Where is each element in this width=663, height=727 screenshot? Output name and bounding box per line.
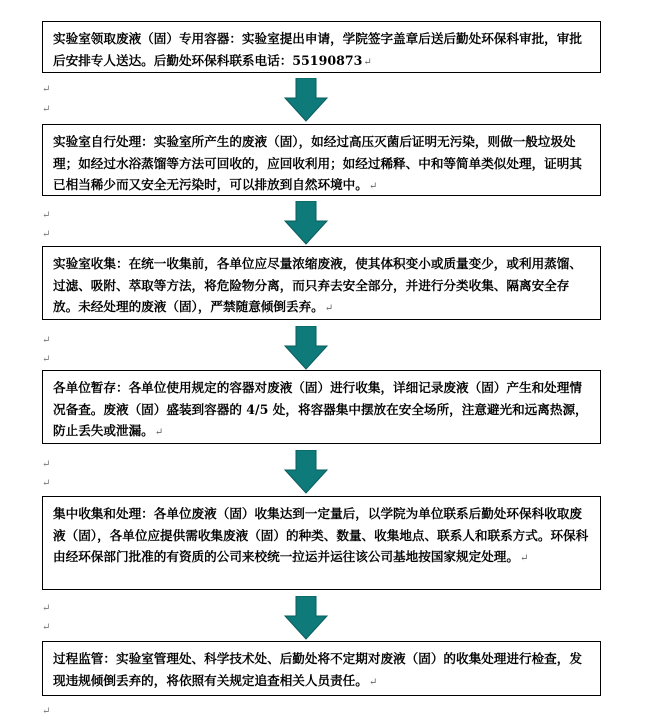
flow-step-3-text: 实验室收集：在统一收集前，各单位应尽量浓缩废液，使其体积变小或质量变少，或利用蒸馏、过滤、吸附、萃取等方法，将危险物分离，而只弃去安全部分，并进行分类收集、隔离安全存放。未经处理的废液（固），严禁随意倾倒丢弃。 xyxy=(53,256,582,314)
flow-step-4 xyxy=(42,370,601,444)
flow-step-5 xyxy=(42,496,601,590)
flow-step-4-text: 各单位暂存：各单位使用规定的容器对废液（固）进行收集，详细记录废液（固）产生和处理情况备查。废液（固）盛装到容器的 4/5 处，将容器集中摆放在安全场所，注意避光和远离热源，防止丢失或泄漏。 xyxy=(53,380,588,438)
paragraph-mark: ↵ xyxy=(42,354,51,365)
flow-step-6-text: 过程监管：实验室管理处、科学技术处、后勤处将不定期对废液（固）的收集处理进行检查，发现违规倾倒丢弃的，将依照有关规定追查相关人员责任。 xyxy=(53,651,582,688)
paragraph-mark: ↵ xyxy=(42,229,51,240)
down-arrow-icon xyxy=(284,596,328,640)
flow-step-3 xyxy=(42,246,601,320)
down-arrow-icon xyxy=(284,201,328,245)
flow-step-2 xyxy=(42,124,601,196)
paragraph-mark: ↵ xyxy=(363,56,372,68)
paragraph-mark: ↵ xyxy=(42,335,51,346)
paragraph-mark: ↵ xyxy=(42,210,51,221)
paragraph-mark: ↵ xyxy=(368,181,378,192)
paragraph-mark: ↵ xyxy=(519,553,529,564)
down-arrow-icon xyxy=(284,326,328,370)
paragraph-mark: ↵ xyxy=(42,706,51,717)
paragraph-mark: ↵ xyxy=(42,603,51,614)
down-arrow-icon xyxy=(284,450,328,494)
paragraph-mark: ↵ xyxy=(42,478,51,489)
flow-step-1-text: 实验室领取废液（固）专用容器：实验室提出申请，学院签字盖章后送后勤处环保科审批，审批后安排专人送达。后勤处环保科联系电话：55190873 xyxy=(53,31,582,68)
paragraph-mark: ↵ xyxy=(324,303,334,314)
flow-step-1 xyxy=(42,21,601,73)
flow-step-2-text: 实验室自行处理：实验室所产生的废液（固），如经过高压灭菌后证明无污染，则做一般垃圾处理；如经过水浴蒸馏等方法可回收的，应回收利用；如经过稀释、中和等简单类似处理，证明其已相当稀少而又安全无污染时，可以排放到自然环境中。 xyxy=(53,134,582,192)
paragraph-mark: ↵ xyxy=(42,104,51,115)
paragraph-mark: ↵ xyxy=(42,459,51,470)
paragraph-mark: ↵ xyxy=(42,84,51,95)
paragraph-mark: ↵ xyxy=(368,676,378,688)
paragraph-mark: ↵ xyxy=(42,622,51,633)
down-arrow-icon xyxy=(284,78,328,122)
flow-step-5-text: 集中收集和处理：各单位废液（固）收集达到一定量后，以学院为单位联系后勤处环保科收取废液（固），各单位应提供需收集废液（固）的种类、数量、收集地点、联系人和联系方式。环保科由经环保部门批准的有资质的公司来校统一拉运并运往该公司基地按国家规定处理。 xyxy=(53,506,589,564)
paragraph-mark: ↵ xyxy=(154,427,164,438)
flow-step-6 xyxy=(42,641,601,696)
